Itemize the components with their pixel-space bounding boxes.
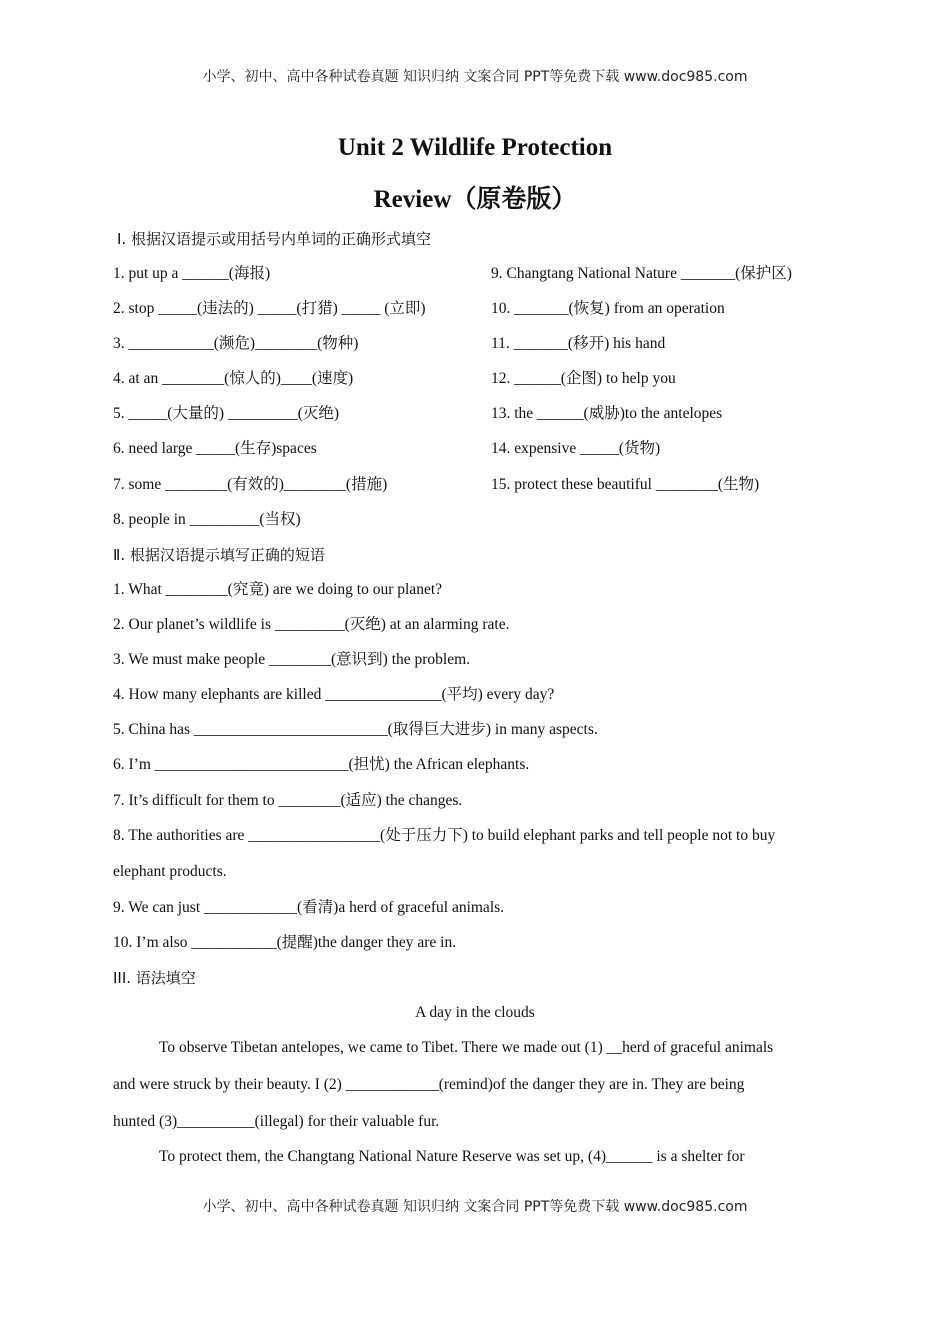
footer-banner: 小学、初中、高中各种试卷真题 知识归纳 文案合同 PPT等免费下载 www.doc985.com xyxy=(202,1199,748,1215)
exercise-item: 1. put up a ______(海报) xyxy=(113,265,271,282)
exercise-item: 9. Changtang National Nature _______(保护区) xyxy=(491,265,792,282)
exercise-item: 2. stop _____(违法的) _____(打猎) _____ (立即) xyxy=(113,300,426,317)
exercise-item: 10. _______(恢复) from an operation xyxy=(491,300,725,317)
exercise-item: 4. at an ________(惊人的)____(速度) xyxy=(113,370,354,387)
section-1-heading: Ⅰ. 根据汉语提示或用括号内单词的正确形式填空 xyxy=(117,230,431,248)
exercise-item: 2. Our planet’s wildlife is _________(灭绝) at an alarming rate. xyxy=(113,616,510,633)
exercise-item: 7. It’s difficult for them to ________(适应) the changes. xyxy=(113,792,463,809)
exercise-item-continuation: elephant products. xyxy=(113,863,227,880)
exercise-item: 5. _____(大量的) _________(灭绝) xyxy=(113,405,340,422)
passage-line: hunted (3)__________(illegal) for their valuable fur. xyxy=(113,1113,440,1130)
exercise-item: 15. protect these beautiful ________(生物) xyxy=(491,476,760,493)
exercise-item: 4. How many elephants are killed _______________(平均) every day? xyxy=(113,686,555,703)
exercise-item: 6. I’m _________________________(担忧) the African elephants. xyxy=(113,756,530,773)
exercise-item: 12. ______(企图) to help you xyxy=(491,370,676,387)
exercise-item: 11. _______(移开) his hand xyxy=(491,335,666,352)
exercise-item: 13. the ______(威胁)to the antelopes xyxy=(491,405,723,422)
exercise-item: 10. I’m also ___________(提醒)the danger they are in. xyxy=(113,934,457,951)
exercise-item: 3. We must make people ________(意识到) the problem. xyxy=(113,651,471,668)
page-subtitle: Review（原卷版） xyxy=(373,186,577,213)
exercise-item: 9. We can just ____________(看清)a herd of graceful animals. xyxy=(113,899,505,916)
exercise-item: 8. people in _________(当权) xyxy=(113,511,301,528)
exercise-item: 7. some ________(有效的)________(措施) xyxy=(113,476,388,493)
passage-line: To observe Tibetan antelopes, we came to Tibet. There we made out (1) __herd of graceful animals xyxy=(159,1039,774,1056)
exercise-item: 3. ___________(濒危)________(物种) xyxy=(113,335,359,352)
exercise-item: 14. expensive _____(货物) xyxy=(491,440,661,457)
header-banner: 小学、初中、高中各种试卷真题 知识归纳 文案合同 PPT等免费下载 www.doc985.com xyxy=(202,69,748,85)
exercise-item: 8. The authorities are _________________(处于压力下) to build elephant parks and tell people not to buy xyxy=(113,827,776,844)
exercise-item: 5. China has _________________________(取得巨大进步) in many aspects. xyxy=(113,721,598,738)
passage-title: A day in the clouds xyxy=(415,1004,535,1021)
passage-line: To protect them, the Changtang National Nature Reserve was set up, (4)______ is a shelter for xyxy=(159,1148,745,1165)
exercise-item: 6. need large _____(生存)spaces xyxy=(113,440,317,457)
passage-line: and were struck by their beauty. I (2) ____________(remind)of the danger they are in. They are being xyxy=(113,1076,745,1093)
section-2-heading: Ⅱ. 根据汉语提示填写正确的短语 xyxy=(113,546,325,564)
exercise-item: 1. What ________(究竟) are we doing to our planet? xyxy=(113,581,443,598)
section-3-heading: III. 语法填空 xyxy=(113,969,196,987)
page-title: Unit 2 Wildlife Protection xyxy=(337,134,613,161)
